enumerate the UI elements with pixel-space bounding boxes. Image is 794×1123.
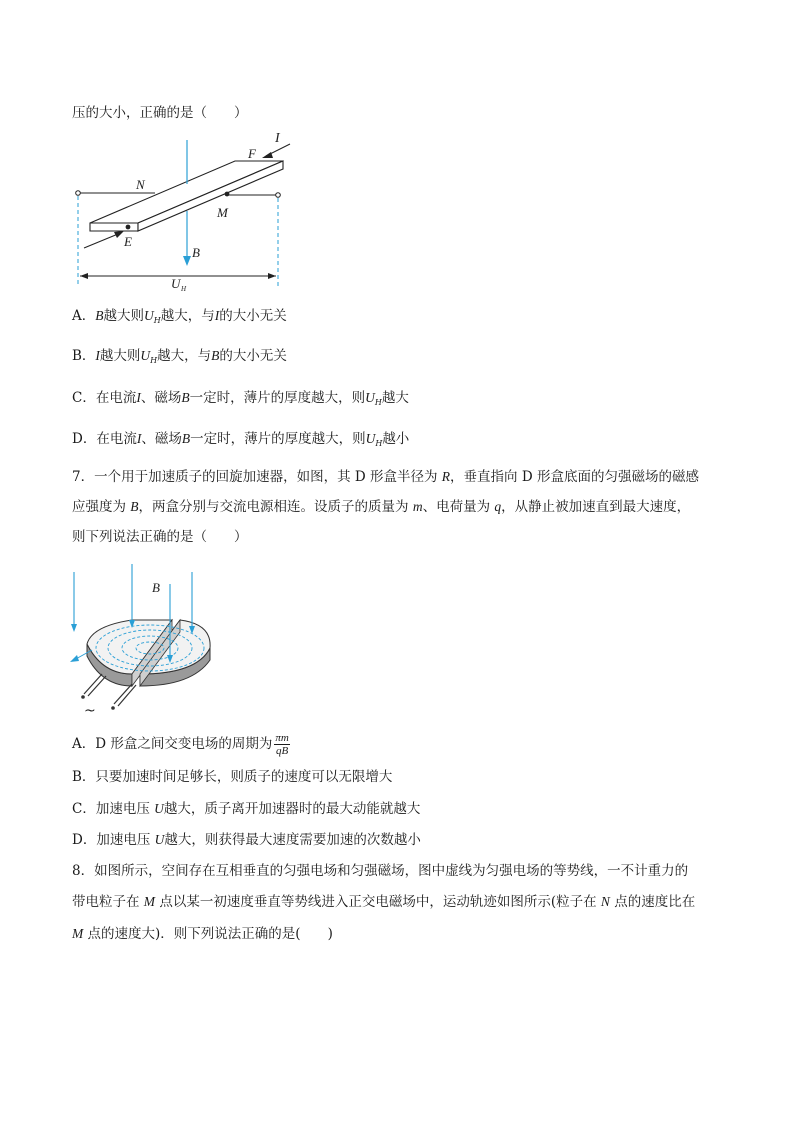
label-b: B: [152, 580, 160, 595]
var-m: m: [412, 499, 423, 514]
opt-text: 、磁场: [141, 431, 182, 447]
lead-1-end: [81, 695, 85, 699]
label-e: E: [124, 234, 132, 249]
current-in-head: [114, 231, 124, 238]
opt-text: 越大则: [103, 308, 144, 324]
var-r: R: [441, 469, 451, 484]
sub-h: H: [374, 398, 382, 407]
var-u: U: [365, 431, 376, 446]
current-in-line: [84, 234, 118, 248]
b-arrow-head: [183, 256, 191, 266]
stem-text: 、电荷量为: [422, 499, 495, 515]
opt-text: 越大，与: [157, 348, 212, 364]
frac-denominator: qB: [275, 745, 289, 757]
q7-stem-line1: [72, 468, 699, 486]
stem-text: ，垂直指向 D 形盒底面的匀强磁场的磁感: [450, 469, 699, 485]
var-b: B: [130, 499, 139, 514]
hall-effect-figure: [70, 126, 300, 291]
var-b: B: [181, 390, 190, 405]
label-f: F: [248, 146, 256, 161]
period-fraction: [274, 732, 289, 757]
opt-text: 的大小无关: [219, 308, 287, 324]
q6-option-b[interactable]: [72, 347, 287, 367]
var-q: q: [494, 499, 502, 514]
var-m: M: [72, 926, 84, 941]
point-e: [126, 225, 131, 230]
uh-arrow-right: [268, 273, 276, 279]
stem-text: 应强度为: [72, 499, 131, 515]
label-n: N: [136, 177, 145, 192]
opt-text: 一定时，薄片的厚度越大，则: [190, 431, 366, 447]
uh-arrow-left: [80, 273, 88, 279]
opt-text: C．加速电压: [72, 801, 155, 817]
frac-numerator: πm: [275, 732, 289, 744]
var-n: N: [600, 894, 610, 909]
opt-text: 越大，质子离开加速器时的最大动能就越大: [163, 801, 421, 817]
q7-option-a[interactable]: [72, 731, 290, 757]
terminal-left: [76, 191, 81, 196]
cyclotron-figure: [62, 562, 222, 720]
sub-h: H: [150, 356, 158, 365]
opt-prefix: A．: [72, 308, 96, 324]
q6-option-c[interactable]: [72, 389, 409, 409]
label-u: U: [171, 276, 181, 291]
stem-text: 7．一个用于加速质子的回旋加速器，如图，其 D 形盒半径为: [72, 469, 442, 485]
q7-stem-line3: 则下列说法正确的是（ ）: [72, 529, 248, 545]
label-m: M: [217, 205, 228, 220]
stem-text: ，从静止被加速直到最大速度，: [501, 499, 691, 515]
opt-text: D．加速电压: [72, 832, 155, 848]
var-u: U: [144, 308, 154, 323]
var-u: U: [365, 390, 375, 405]
slab-front-face: [90, 223, 138, 231]
q6-option-d[interactable]: [72, 430, 409, 450]
var-u: U: [154, 832, 165, 847]
var-i: I: [136, 431, 142, 446]
var-b: B: [211, 348, 220, 363]
exit-arrow-head: [70, 655, 79, 662]
q6-stem-tail: 压的大小，正确的是（ ）: [72, 105, 248, 121]
label-i: I: [275, 131, 280, 146]
var-i: I: [95, 348, 100, 363]
stem-text: ，两盒分别与交流电源相连。设质子的质量为: [138, 499, 413, 515]
opt-text: 越小: [382, 431, 410, 447]
var-u: U: [154, 801, 164, 816]
opt-text: 的大小无关: [219, 348, 287, 364]
opt-text: 越大则: [99, 348, 141, 364]
opt-prefix: D．在电流: [72, 431, 137, 447]
label-b: B: [192, 245, 200, 260]
opt-text: 越大，与: [160, 308, 215, 324]
point-m: [225, 192, 230, 197]
stem-text: 带电粒子在: [72, 894, 144, 910]
q7-option-d[interactable]: [72, 831, 421, 849]
stem-text: 点以某一初速度垂直等势线进入正交电磁场中，运动轨迹如图所示(粒子在: [155, 894, 601, 910]
q8-stem-line3: [72, 925, 333, 943]
opt-text: 一定时，薄片的厚度越大，则: [189, 390, 366, 406]
opt-text: 、磁场: [140, 390, 182, 406]
var-b: B: [95, 308, 104, 323]
sub-h: H: [153, 316, 161, 325]
opt-text: A．D 形盒之间交变电场的周期为: [72, 736, 273, 752]
opt-text: 越大，则获得最大速度需要加速的次数越小: [164, 832, 421, 848]
opt-prefix: B．: [72, 348, 96, 364]
stem-text: 点的速度比在: [609, 894, 696, 910]
var-u: U: [140, 348, 151, 363]
label-ac: ~: [84, 703, 96, 719]
stem-text: 点的速度大)．则下列说法正确的是( ): [83, 926, 333, 942]
q7-option-c[interactable]: [72, 800, 420, 818]
b-head-1: [71, 624, 77, 632]
var-i: I: [136, 390, 141, 405]
sub-h: H: [375, 439, 383, 448]
lead-2b: [118, 685, 136, 706]
opt-text: 越大: [381, 390, 409, 406]
label-h: H: [181, 285, 187, 291]
q7-option-b[interactable]: B．只要加速时间足够长，则质子的速度可以无限增大: [72, 769, 393, 785]
lead-2-end: [111, 706, 115, 710]
q6-option-a[interactable]: [72, 307, 287, 327]
q8-stem-line2: [72, 893, 695, 911]
var-b: B: [181, 431, 191, 446]
var-i: I: [214, 308, 220, 323]
opt-prefix: C．在电流: [72, 390, 137, 406]
terminal-right: [276, 193, 281, 198]
q7-stem-line2: [72, 498, 690, 516]
q8-stem-line1: 8．如图所示，空间存在互相垂直的匀强电场和匀强磁场，图中虚线为匀强电场的等势线，一不计重力的: [72, 863, 689, 879]
var-m: M: [143, 894, 156, 909]
